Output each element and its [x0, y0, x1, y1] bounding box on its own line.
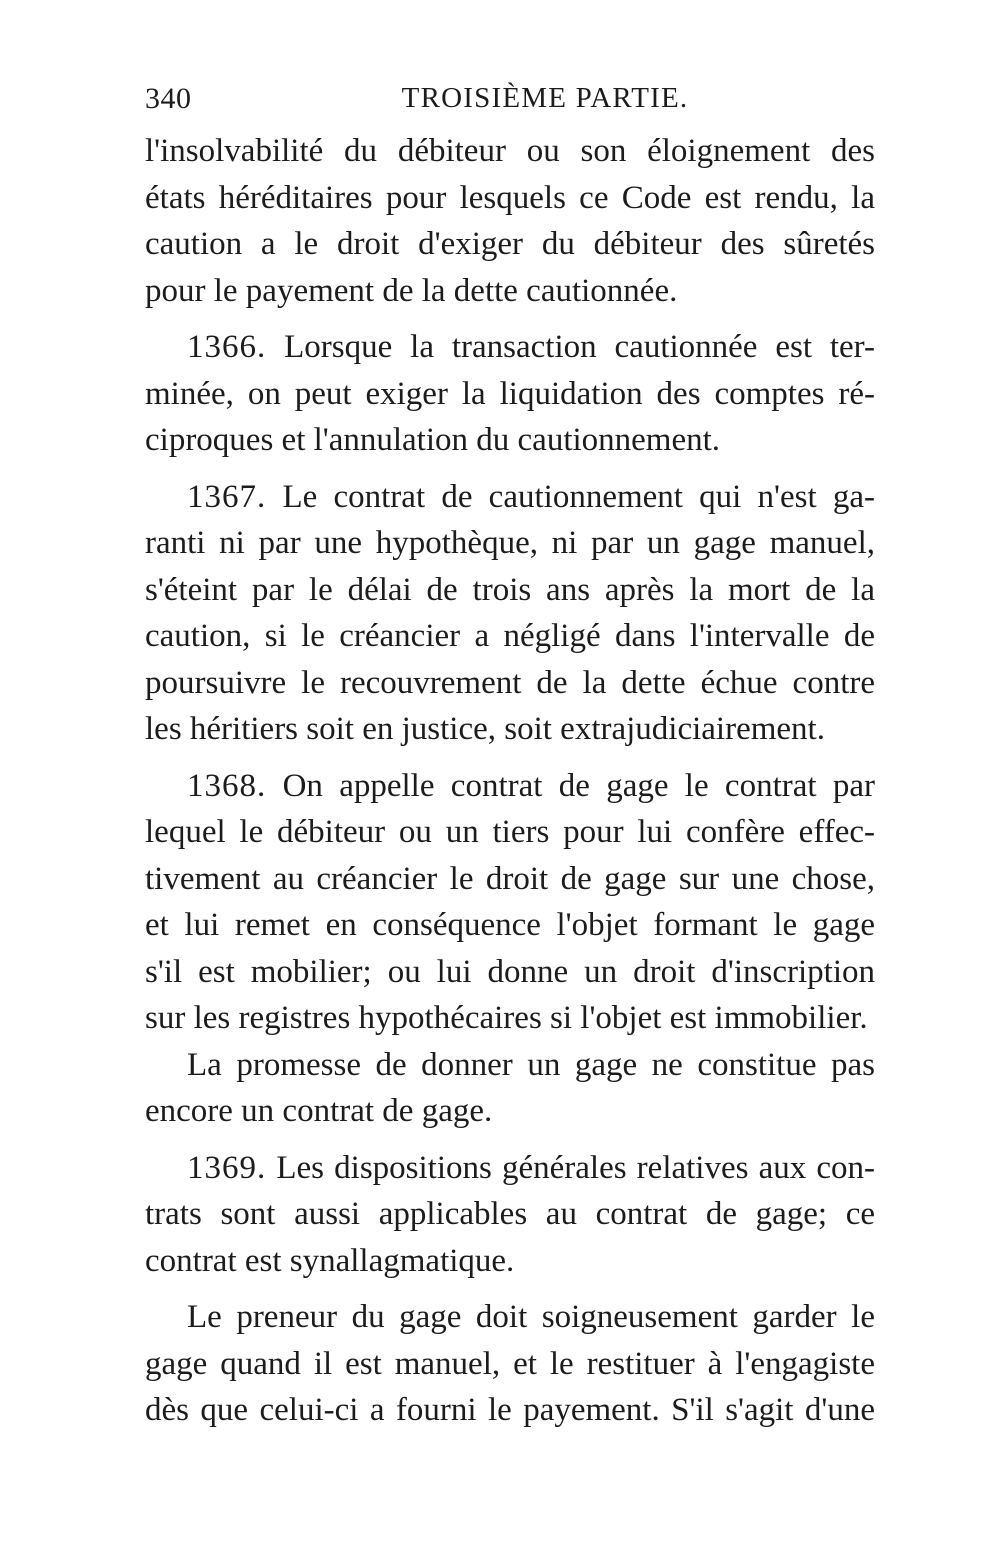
text-fragment: On appelle contrat de gage le contrat par — [282, 767, 875, 804]
article-1368 — [145, 763, 875, 1042]
page-number: 340 — [145, 82, 192, 115]
text-line: caution a le droit d'exiger du débiteur des sûretés — [145, 226, 875, 262]
text-line: les héritiers soit en justice, soit extrajudiciairement. — [145, 711, 825, 747]
article-1369 — [145, 1145, 875, 1285]
text-line: caution, si le créancier a négligé dans l'intervalle de — [145, 618, 875, 654]
paragraph-continuation — [145, 128, 875, 314]
text-line-first — [145, 474, 875, 521]
text-line-first — [145, 324, 875, 371]
text-line: poursuivre le recouvrement de la dette échue contre — [145, 664, 875, 701]
text-line: Le preneur du gage doit soigneusement garder le — [187, 1299, 875, 1335]
text-line: encore un contrat de gage. — [145, 1093, 493, 1129]
article-number: 1366. — [187, 329, 267, 365]
page-header — [145, 82, 875, 122]
text-line: pour le payement de la dette cautionnée. — [145, 272, 678, 309]
text-line: tivement au créancier le droit de gage sur une chose, — [145, 860, 875, 897]
text-line: l'insolvabilité du débiteur ou son éloignement des — [145, 133, 875, 169]
text-line: et lui remet en conséquence l'objet formant le gage — [145, 907, 875, 943]
text-line: gage quand il est manuel, et le restituer à l'engagiste — [145, 1345, 875, 1382]
text-line: ranti ni par une hypothèque, ni par un gage manuel, — [145, 525, 875, 561]
paragraph-promesse — [145, 1042, 875, 1135]
text-line: ciproques et l'annulation du cautionnement. — [145, 422, 721, 458]
text-line: s'il est mobilier; ou lui donne un droit d'inscription — [145, 953, 875, 990]
paragraph-preneur — [145, 1294, 875, 1434]
text-line: s'éteint par le délai de trois ans après la mort de la — [145, 571, 875, 608]
text-line: contrat est synallagmatique. — [145, 1242, 515, 1279]
running-head: TROISIÈME PARTIE. — [401, 82, 689, 114]
article-number: 1368. — [187, 767, 267, 804]
article-number: 1369. — [187, 1149, 267, 1186]
article-1366 — [145, 324, 875, 464]
text-line: minée, on peut exiger la liquidation des comptes ré- — [145, 375, 875, 412]
text-line: trats sont aussi applicables au contrat de gage; ce — [145, 1196, 875, 1232]
text-line: états héréditaires pour lesquels ce Code est rendu, la — [145, 179, 875, 216]
text-line: La promesse de donner un gage ne constitue pas — [187, 1046, 875, 1083]
text-line: lequel le débiteur ou un tiers pour lui confère effec- — [145, 814, 875, 850]
text-line-first — [145, 1145, 875, 1192]
text-line: sur les registres hypothécaires si l'objet est immobilier. — [145, 1000, 868, 1036]
text-line-first — [145, 763, 875, 810]
text-fragment: Le contrat de cautionnement qui n'est ga- — [282, 478, 875, 515]
text-fragment: Les dispositions générales relatives aux con- — [276, 1149, 875, 1186]
article-number: 1367. — [187, 478, 267, 515]
text-line: dès que celui-ci a fourni le payement. S'il s'agit d'une — [145, 1392, 875, 1428]
article-1367 — [145, 474, 875, 753]
text-fragment: Lorsque la transaction cautionnée est ter- — [284, 329, 875, 365]
body-text — [145, 128, 875, 1434]
